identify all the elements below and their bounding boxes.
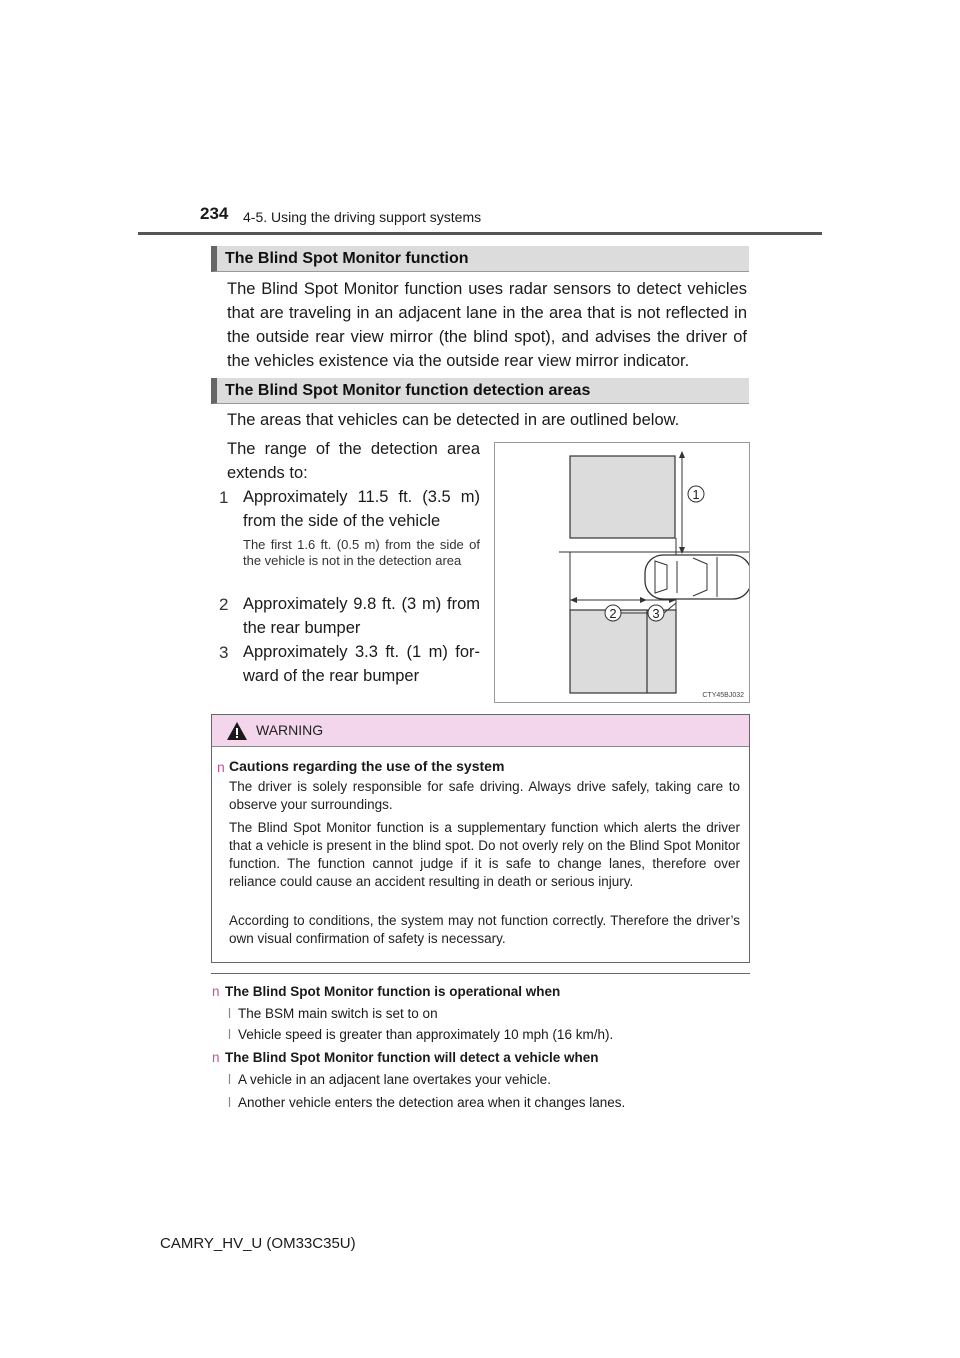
diagram-code: CTY45BJ032	[702, 692, 744, 699]
detection-area-diagram	[494, 442, 750, 703]
warning-marker: n	[217, 759, 225, 775]
note-bullet: Another vehicle enters the detection area when it changes lanes.	[238, 1095, 626, 1110]
bullet-marker: l	[228, 1072, 231, 1087]
vehicle-shape	[645, 555, 749, 599]
diagram-svg	[495, 443, 749, 702]
note-bullet: Vehicle speed is greater than approximately 10 mph (16 km/h).	[238, 1027, 614, 1042]
heading-detection-areas	[211, 378, 749, 404]
arrow-head	[679, 547, 685, 554]
item-2-text: Approximately 9.8 ft. (3 m) from the rear bumper	[243, 595, 480, 637]
warning-triangle-icon	[226, 721, 248, 741]
warning-paragraph-1: The driver is solely responsible for safe driving. Always drive safely, taking care to observe your surroundings.	[229, 779, 740, 812]
section1-body: The Blind Spot Monitor function uses radar sensors to detect vehicles that are traveling in an adjacent lane in the area that is not reflected in the outside rear view mirror (the blind spot), and advises the driver of the vehicles existence via the outside rear view mirror indicator.	[227, 280, 747, 370]
heading-blind-spot-monitor	[211, 246, 749, 272]
header-rule	[138, 232, 822, 235]
side-detection-area	[570, 456, 675, 538]
rear-detection-area	[570, 610, 676, 693]
note-title-operational: The Blind Spot Monitor function is operational when	[225, 984, 561, 999]
note-marker: n	[212, 984, 220, 999]
item-number-3: 3	[219, 643, 229, 662]
item-3-text: Approximately 3.3 ft. (1 m) for-ward of the rear bumper	[243, 643, 480, 685]
document-code: CAMRY_HV_U (OM33C35U)	[160, 1235, 356, 1252]
detection-intro: The areas that vehicles can be detected in are outlined below.	[227, 411, 680, 429]
callout-label-3: 3	[652, 606, 660, 621]
arrow-head	[679, 451, 685, 458]
warning-paragraph-2: The Blind Spot Monitor function is a supplementary function which alerts the driver that a vehicle is present in the blind spot. Do not overly rely on the Blind Spot Monitor function. The function cannot judge if it is safe to change lanes, therefore over reliance could cause an accident resulting in death or serious injury.	[229, 820, 740, 889]
section-title: 4-5. Using the driving support systems	[243, 209, 482, 225]
note-marker: n	[212, 1050, 220, 1065]
warning-header	[212, 715, 749, 747]
item-1-text: Approximately 11.5 ft. (3.5 m) from the side of the vehicle	[243, 488, 480, 530]
arrow-head	[640, 597, 647, 603]
bullet-marker: l	[228, 1095, 231, 1110]
note-bullet: The BSM main switch is set to on	[238, 1006, 438, 1021]
bullet-marker: l	[228, 1027, 231, 1042]
bullet-marker: l	[228, 1006, 231, 1021]
item-1-note: The first 1.6 ft. (0.5 m) from the side of the vehicle is not in the detection area	[243, 537, 480, 568]
warning-box	[211, 714, 750, 963]
notes-rule	[211, 973, 750, 974]
range-intro: The range of the detection area extends to:	[227, 440, 480, 482]
note-title-detect: The Blind Spot Monitor function will detect a vehicle when	[225, 1050, 599, 1065]
callout-label-2: 2	[609, 606, 617, 621]
page-number: 234	[200, 204, 229, 223]
warning-paragraph-3: According to conditions, the system may not function correctly. Therefore the driver’s own visual confirmation of safety is necessary.	[229, 913, 740, 946]
arrow-head	[570, 597, 577, 603]
callout-label-1: 1	[692, 487, 700, 502]
item-number-1: 1	[219, 488, 229, 507]
warning-subtitle: Cautions regarding the use of the system	[229, 758, 505, 774]
warning-title: WARNING	[256, 722, 324, 738]
heading-text: The Blind Spot Monitor function	[225, 250, 469, 267]
note-bullet: A vehicle in an adjacent lane overtakes your vehicle.	[238, 1072, 551, 1087]
heading-text: The Blind Spot Monitor function detection areas	[225, 382, 591, 399]
item-number-2: 2	[219, 595, 229, 614]
